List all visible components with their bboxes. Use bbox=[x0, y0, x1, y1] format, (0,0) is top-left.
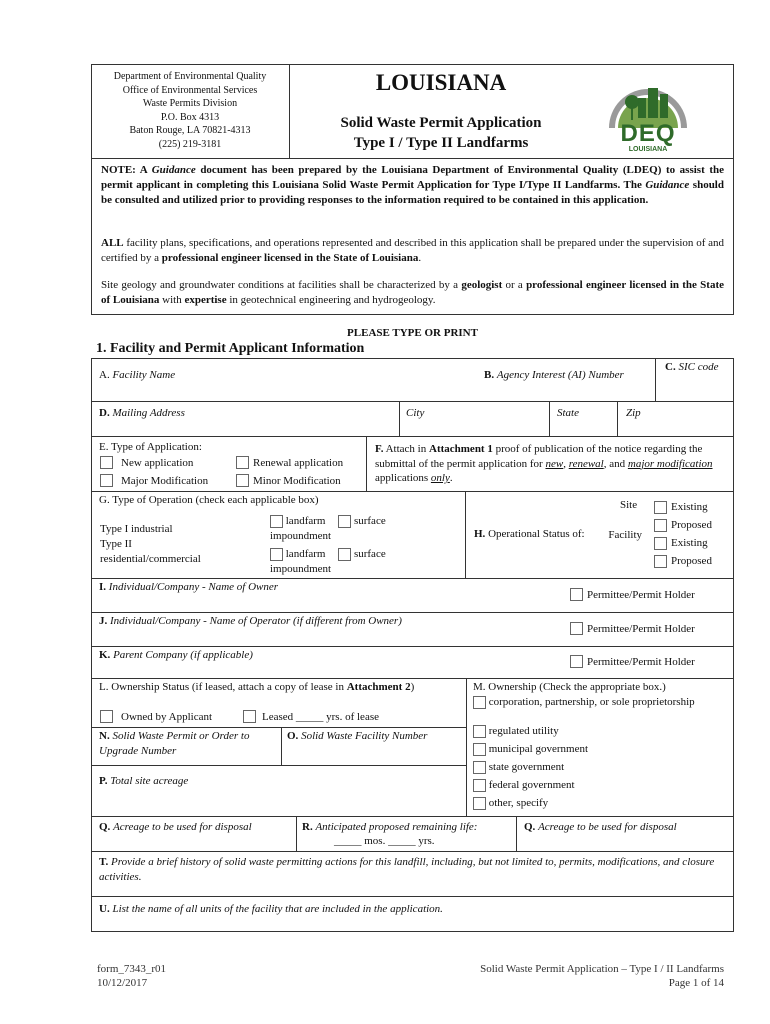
checkbox-regulated-utility[interactable] bbox=[473, 725, 486, 738]
checkbox-site-proposed[interactable] bbox=[654, 519, 667, 532]
field-f: F. Attach in Attachment 1 proof of publication of the notice regarding the submittal of the permit application for new, renewal, and major modification applications only. bbox=[375, 443, 713, 484]
checkbox-renewal-application[interactable] bbox=[236, 456, 249, 469]
checkbox-new-application[interactable] bbox=[100, 456, 113, 469]
field-h: H. Operational Status of: bbox=[474, 528, 585, 540]
form-title: Solid Waste Permit Application Type I / Type II Landfarms bbox=[340, 115, 542, 151]
checkbox-type2-surface[interactable] bbox=[338, 548, 351, 561]
field-state[interactable]: State bbox=[557, 407, 579, 419]
field-n[interactable]: N. Solid Waste Permit or Order to Upgrade Number bbox=[99, 730, 250, 757]
please-print: PLEASE TYPE OR PRINT bbox=[347, 327, 478, 339]
field-zip[interactable]: Zip bbox=[626, 407, 641, 419]
field-u[interactable]: U. List the name of all units of the facility that are included in the application. bbox=[99, 903, 443, 915]
checkbox-owned-by-applicant[interactable] bbox=[100, 710, 113, 723]
checkbox-municipal-government[interactable] bbox=[473, 743, 486, 756]
note-paragraph: NOTE: A Guidance document has been prepared by the Louisiana Department of Environmental Quality (LDEQ) to assist the permit applicant in completing this Louisiana Solid Waste Permit Application for Type I/Type II Landfarms. The Guidance should be consulted and utilized prior to providing responses to the information required to be contained in this application. bbox=[101, 164, 724, 206]
all-paragraph: ALL facility plans, specifications, and operations represented and described in this application shall be prepared under the supervision of and certified by a professional engineer licensed in the State of Louisiana. bbox=[101, 237, 724, 264]
h-facility-label: Facility bbox=[608, 529, 642, 541]
checkbox-corporation[interactable] bbox=[473, 696, 486, 709]
checkbox-operator-permittee[interactable] bbox=[570, 622, 583, 635]
checkbox-site-existing[interactable] bbox=[654, 501, 667, 514]
field-i[interactable]: I. Individual/Company - Name of Owner bbox=[99, 581, 279, 593]
field-c[interactable]: C. SIC code bbox=[665, 361, 719, 373]
checkbox-facility-existing[interactable] bbox=[654, 537, 667, 550]
field-q[interactable]: Q. Acreage to be used for disposal bbox=[99, 821, 252, 833]
checkbox-parent-permittee[interactable] bbox=[570, 655, 583, 668]
checkbox-leased[interactable] bbox=[243, 710, 256, 723]
checkbox-type2-landfarm[interactable] bbox=[270, 548, 283, 561]
type-ii-residential: Type II residential/commercial bbox=[100, 538, 201, 565]
geology-paragraph: Site geology and groundwater conditions at facilities shall be characterized by a geologist or a professional engineer licensed in the State of Louisiana with expertise in geotechnical engineering and hydrogeology. bbox=[101, 279, 725, 306]
agency-address: Department of Environmental Quality Office of Environmental Services Waste Permits Division P.O. Box 4313 Baton Rouge, LA 70821-4313 (225) 219-3181 bbox=[113, 71, 267, 150]
field-b[interactable]: B. Agency Interest (AI) Number bbox=[484, 369, 624, 381]
field-o[interactable]: O. Solid Waste Facility Number bbox=[287, 730, 428, 742]
checkbox-facility-proposed[interactable] bbox=[654, 555, 667, 568]
checkbox-type1-landfarm[interactable] bbox=[270, 515, 283, 528]
checkbox-federal-government[interactable] bbox=[473, 779, 486, 792]
checkbox-major-modification[interactable] bbox=[100, 474, 113, 487]
field-t[interactable]: T. Provide a brief history of solid waste permitting actions for this landfill, including, but not limited to, permits, modifications, and closure activities. bbox=[99, 856, 715, 883]
field-q2[interactable]: Q. Acreage to be used for disposal bbox=[524, 821, 677, 833]
h-site-label: Site bbox=[620, 499, 638, 511]
field-p[interactable]: P. Total site acreage bbox=[99, 775, 189, 787]
checkbox-other[interactable] bbox=[473, 797, 486, 810]
deq-logo: DEQ LOUISIANA bbox=[604, 68, 692, 156]
field-g-label: G. Type of Operation (check each applicable box) bbox=[99, 494, 319, 506]
footer-right: Solid Waste Permit Application – Type I / II Landfarms Page 1 of 14 bbox=[480, 963, 724, 989]
footer-left: form_7343_r01 10/12/2017 bbox=[97, 963, 167, 989]
field-a[interactable]: A. Facility Name bbox=[99, 369, 176, 381]
field-r[interactable]: R. Anticipated proposed remaining life: _____ mos. _____ yrs. bbox=[302, 821, 478, 847]
field-city[interactable]: City bbox=[406, 407, 425, 419]
field-d[interactable]: D. Mailing Address bbox=[99, 407, 185, 419]
state-title: LOUISIANA bbox=[375, 70, 507, 95]
field-m-label: M. Ownership (Check the appropriate box.) bbox=[473, 681, 666, 693]
section-title: 1. Facility and Permit Applicant Information bbox=[96, 341, 365, 356]
ownership-options: corporation, partnership, or sole proprietorship regulated utility municipal government state government federal government other, specify bbox=[473, 695, 723, 814]
checkbox-type1-surface[interactable] bbox=[338, 515, 351, 528]
checkbox-owner-permittee[interactable] bbox=[570, 588, 583, 601]
field-l: L. Ownership Status (if leased, attach a copy of lease in Attachment 2) bbox=[99, 681, 415, 693]
field-k[interactable]: K. Parent Company (if applicable) bbox=[99, 649, 253, 661]
checkbox-state-government[interactable] bbox=[473, 761, 486, 774]
field-j[interactable]: J. Individual/Company - Name of Operator (if different from Owner) bbox=[99, 615, 402, 627]
type-i-industrial: Type I industrial bbox=[100, 523, 173, 535]
checkbox-minor-modification[interactable] bbox=[236, 474, 249, 487]
field-e-label: E. Type of Application: bbox=[99, 441, 202, 453]
